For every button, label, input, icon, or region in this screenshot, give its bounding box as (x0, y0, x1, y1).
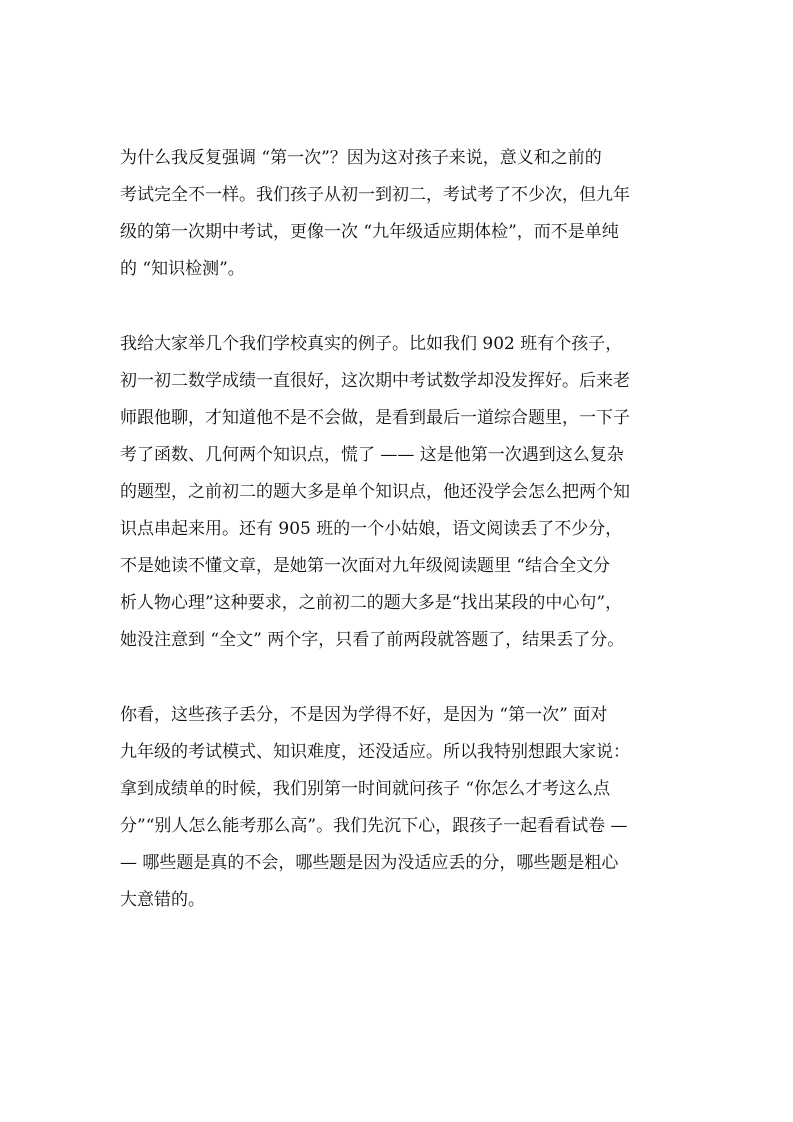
text-line: 的题型，之前初二的题大多是单个知识点，他还没学会怎么把两个知 (120, 482, 630, 502)
text-line: 我给大家举几个我们学校真实的例子。比如我们 902 班有个孩子， (120, 334, 623, 354)
text-line: 你看，这些孩子丢分，不是因为学得不好，是因为 “第一次” 面对 (120, 705, 608, 725)
text-line: 她没注意到 “全文” 两个字，只看了前两段就答题了，结果丢了分。 (120, 630, 625, 650)
text-line: 考了函数、几何两个知识点，慌了 —— 这是他第一次遇到这么复杂 (120, 445, 624, 465)
text-line: 考试完全不一样。我们孩子从初一到初二，考试考了不少次，但九年 (120, 185, 630, 205)
text-line: 师跟他聊，才知道他不是不会做，是看到最后一道综合题里，一下子 (120, 408, 630, 428)
text-line: 的 “知识检测”。 (120, 259, 245, 279)
paragraph-spacer (120, 659, 676, 697)
text-line: — 哪些题是真的不会，哪些题是因为没适应丢的分，哪些题是粗心 (120, 853, 619, 873)
text-line: 不是她读不懂文章，是她第一次面对九年级阅读题里 “结合全文分 (120, 556, 611, 576)
text-line: 拿到成绩单的时候，我们别第一时间就问孩子 “你怎么才考这么点 (120, 779, 611, 799)
text-line: 分”“别人怎么能考那么高”。我们先沉下心，跟孩子一起看看试卷 — (120, 816, 628, 836)
text-line: 级的第一次期中考试，更像一次 “九年级适应期体检”，而不是单纯 (120, 222, 619, 242)
text-line: 析人物心理”这种要求，之前初二的题大多是“找出某段的中心句”， (120, 593, 623, 613)
paragraph-1 (120, 140, 676, 288)
text-line: 初一初二数学成绩一直很好，这次期中考试数学却没发挥好。后来老 (120, 371, 630, 391)
text-line: 大意错的。 (120, 890, 205, 910)
paragraph-2 (120, 326, 676, 659)
document-body (120, 140, 676, 919)
text-line: 九年级的考试模式、知识难度，还没适应。所以我特别想跟大家说： (120, 742, 630, 762)
text-line: 为什么我反复强调 “第一次”？因为这对孩子来说，意义和之前的 (120, 148, 602, 168)
text-line: 识点串起来用。还有 905 班的一个小姑娘，语文阅读丢了不少分， (120, 519, 623, 539)
paragraph-3 (120, 697, 676, 919)
paragraph-spacer (120, 288, 676, 326)
